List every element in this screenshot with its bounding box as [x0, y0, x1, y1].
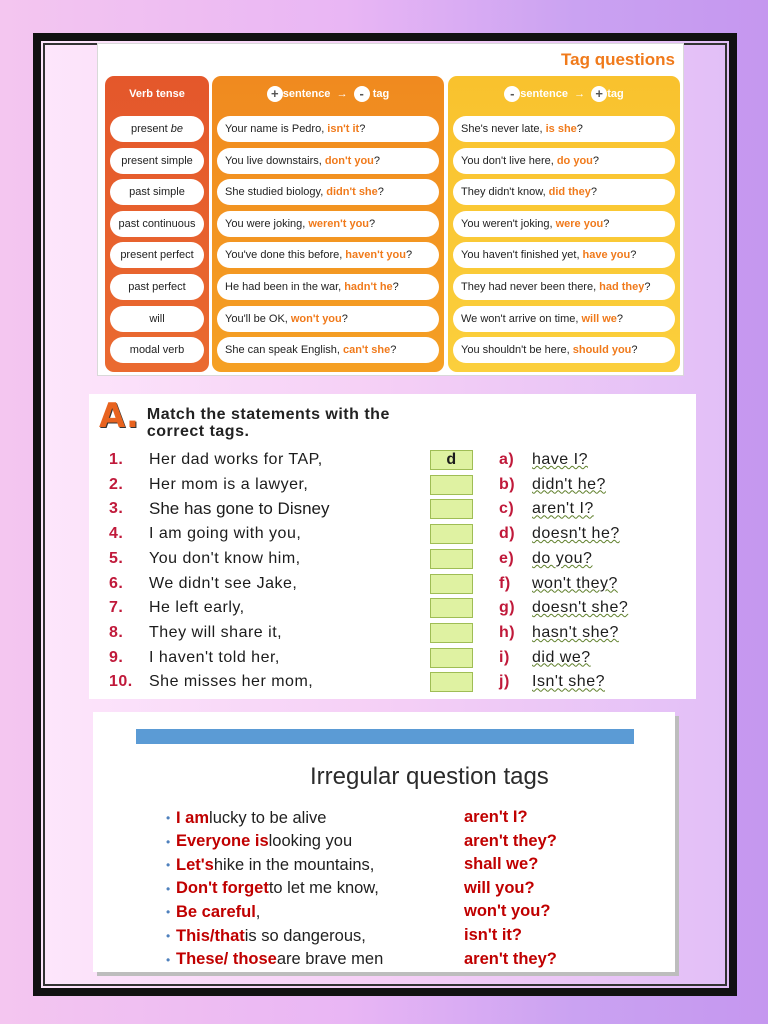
minus-icon: -	[504, 86, 520, 102]
irregular-example-row	[166, 901, 260, 923]
instruction-line: correct tags.	[146, 423, 250, 440]
example-rest: are brave men	[276, 950, 384, 969]
tense-cell	[110, 116, 204, 142]
item-number: 1.	[109, 451, 124, 468]
statement-text: He left early,	[149, 599, 245, 617]
irregular-tag: isn't it?	[464, 926, 522, 944]
tense-cell	[110, 274, 204, 300]
header-label: tag	[372, 88, 390, 100]
negative-example-cell	[453, 148, 675, 174]
bullet-icon: •	[166, 952, 171, 967]
answer-box[interactable]	[430, 475, 473, 495]
question-mark: ?	[631, 344, 638, 357]
exercise-row	[109, 547, 592, 571]
irregular-tag: won't you?	[464, 902, 551, 921]
item-number: 5.	[109, 549, 124, 567]
exercise-a-panel	[89, 394, 696, 699]
answer-box[interactable]: d	[430, 450, 473, 470]
negative-example-cell	[453, 306, 675, 332]
answer-box[interactable]	[430, 549, 473, 569]
option-tag	[532, 500, 594, 518]
sentence-text: She can speak English,	[225, 344, 340, 357]
header-label: sentence	[282, 88, 331, 100]
option-tag-text: doesn't she?	[532, 599, 629, 617]
plus-icon: +	[591, 86, 607, 102]
answer-box[interactable]	[430, 574, 473, 594]
sentence-text: He had been in the war,	[225, 280, 342, 293]
tag-text: won't you	[290, 312, 342, 325]
tag-text: did they	[548, 186, 591, 199]
negative-example-cell	[453, 274, 675, 300]
irregular-title: Irregular question tags	[310, 763, 549, 790]
irregular-example-row	[166, 878, 379, 900]
tag-text: isn't it	[327, 123, 360, 135]
exercise-row	[109, 670, 605, 694]
tag-questions-title: Tag questions	[561, 50, 675, 69]
tense-cell	[110, 337, 204, 363]
sentence-text: Your name is Pedro,	[225, 123, 325, 135]
option-letter: b)	[499, 475, 516, 493]
option-tag	[532, 649, 591, 667]
option-tag-text: aren't I?	[532, 500, 594, 518]
option-tag	[532, 525, 620, 543]
statement-text: She has gone to Disney	[149, 499, 330, 519]
statement-text: I am going with you,	[149, 525, 302, 543]
tense-label: past continuous	[118, 217, 196, 230]
exercise-row	[109, 522, 620, 546]
statement-text: We didn't see Jake,	[149, 574, 298, 592]
option-tag	[532, 550, 592, 568]
positive-example-cell	[217, 274, 439, 300]
item-number: 4.	[109, 525, 124, 543]
question-mark: ?	[405, 249, 413, 262]
irregular-tag: aren't they?	[464, 949, 557, 968]
header-label: sentence	[520, 88, 568, 100]
question-mark: ?	[576, 123, 583, 135]
irregular-example-row	[166, 854, 374, 876]
positive-example-cell	[217, 116, 439, 142]
positive-column-header	[212, 85, 444, 103]
option-letter: a)	[499, 451, 515, 468]
irregular-example-row	[166, 807, 326, 829]
option-tag	[532, 673, 605, 691]
irregular-tag: aren't they?	[464, 831, 557, 850]
negative-example-cell	[453, 179, 675, 205]
verb-tense-column	[105, 76, 209, 372]
item-number: 7.	[109, 599, 124, 617]
question-mark: ?	[603, 217, 610, 230]
negative-example-cell	[453, 211, 675, 237]
irregular-tag: aren't I?	[464, 808, 528, 826]
option-letter: f)	[499, 574, 511, 592]
option-letter: h)	[499, 623, 516, 641]
negative-sentence-column	[448, 76, 680, 372]
exercise-row	[109, 497, 594, 521]
highlighted-subject: This/that	[176, 926, 245, 945]
minus-icon: -	[354, 86, 370, 102]
statement-text: Her mom is a lawyer,	[149, 475, 309, 493]
exercise-row	[109, 621, 619, 645]
irregular-example-row	[166, 831, 352, 853]
irregular-tag: shall we?	[464, 855, 539, 874]
question-mark: ?	[341, 312, 348, 325]
option-tag-text: do you?	[532, 549, 593, 567]
sentence-text: You live downstairs,	[225, 154, 322, 167]
highlighted-subject: Everyone is	[176, 832, 269, 851]
bullet-icon: •	[166, 811, 171, 825]
highlighted-subject: Don't forget	[176, 879, 269, 898]
question-mark: ?	[377, 186, 384, 199]
option-tag-text: Isn't she?	[532, 673, 605, 691]
tense-cell	[110, 242, 204, 268]
sentence-text: She's never late,	[461, 123, 543, 135]
tag-text: can't she	[342, 344, 391, 357]
tag-questions-panel	[97, 43, 684, 376]
sentence-text: They had never been there,	[461, 280, 597, 293]
statement-text: They will share it,	[149, 623, 283, 641]
option-letter: d)	[499, 525, 516, 543]
negative-example-cell	[453, 116, 675, 142]
irregular-tags-panel	[93, 712, 675, 972]
exercise-header	[99, 396, 390, 440]
example-rest: ,	[255, 902, 261, 921]
exercise-row	[109, 572, 618, 596]
tense-label: present	[131, 123, 168, 135]
statement-text: Her dad works for TAP,	[149, 451, 323, 468]
option-tag	[532, 451, 588, 469]
answer-box[interactable]	[430, 499, 473, 519]
answer-box[interactable]	[430, 623, 473, 643]
question-mark: ?	[392, 280, 399, 293]
answer-box[interactable]	[430, 672, 473, 692]
question-mark: ?	[644, 280, 651, 293]
sentence-text: You've done this before,	[225, 249, 343, 262]
instruction-line: Match the statements with the	[146, 406, 390, 423]
question-mark: ?	[616, 312, 624, 325]
tense-label: past simple	[129, 186, 185, 199]
positive-example-cell	[217, 211, 439, 237]
option-tag-text: doesn't he?	[532, 525, 620, 543]
answer-box[interactable]	[430, 598, 473, 618]
question-mark: ?	[390, 344, 397, 357]
positive-example-cell	[217, 179, 439, 205]
item-number: 8.	[109, 623, 124, 641]
exercise-row	[109, 448, 588, 472]
statement-text: She misses her mom,	[149, 673, 314, 691]
tense-label: present perfect	[120, 249, 194, 262]
question-mark: ?	[630, 249, 637, 262]
exercise-row	[109, 473, 606, 497]
option-tag	[532, 624, 619, 642]
example-rest: hike in the mountains,	[213, 855, 375, 874]
tag-text: haven't you	[345, 249, 406, 262]
exercise-row	[109, 596, 628, 620]
tag-text: don't you	[324, 154, 374, 167]
arrow-icon: →	[574, 88, 586, 100]
sentence-text: You were joking,	[225, 217, 306, 230]
option-tag-text: won't they?	[532, 574, 618, 592]
statement-text: You don't know him,	[149, 549, 301, 567]
bullet-icon: •	[166, 834, 171, 849]
sentence-text: You'll be OK,	[225, 312, 288, 325]
tag-text: is she	[545, 123, 577, 135]
option-letter: g)	[499, 599, 516, 617]
option-tag	[532, 599, 628, 617]
irregular-tag: will you?	[464, 878, 535, 897]
option-letter: j)	[499, 673, 510, 691]
answer-box[interactable]	[430, 524, 473, 544]
item-number: 2.	[109, 475, 124, 493]
bullet-icon: •	[166, 881, 171, 896]
tense-label: will	[149, 312, 165, 325]
item-number: 9.	[109, 648, 124, 666]
example-rest: to let me know,	[268, 879, 379, 898]
option-tag-text: did we?	[532, 648, 591, 666]
tense-cell	[110, 148, 204, 174]
tense-cell	[110, 211, 204, 237]
item-number: 6.	[109, 574, 124, 592]
tag-text: should you	[572, 344, 632, 357]
statement-text: I haven't told her,	[149, 648, 280, 666]
highlighted-subject: These/ those	[176, 950, 277, 969]
tag-text: weren't you	[308, 217, 370, 230]
tense-cell	[110, 306, 204, 332]
question-mark: ?	[373, 154, 381, 167]
bullet-icon: •	[166, 858, 171, 873]
example-rest: looking you	[268, 832, 353, 851]
sentence-text: You shouldn't be here,	[461, 344, 570, 357]
example-rest: lucky to be alive	[209, 808, 327, 827]
positive-example-cell	[217, 306, 439, 332]
negative-column-header	[448, 85, 680, 103]
example-rest: is so dangerous,	[244, 926, 366, 945]
sentence-text: You haven't finished yet,	[461, 249, 580, 262]
verb-tense-header: Verb tense	[129, 88, 185, 100]
tag-text: do you	[556, 154, 593, 167]
sentence-text: They didn't know,	[461, 186, 546, 199]
bullet-icon: •	[166, 929, 171, 943]
tense-cell	[110, 179, 204, 205]
header-bar	[136, 729, 634, 744]
tense-label: modal verb	[129, 344, 185, 357]
irregular-example-row	[166, 949, 383, 971]
question-mark: ?	[592, 154, 600, 167]
tense-label: past perfect	[128, 280, 186, 293]
negative-example-cell	[453, 337, 675, 363]
header-label: tag	[607, 88, 624, 100]
tag-text: will we	[581, 312, 617, 325]
tag-text: had they	[599, 280, 645, 293]
item-number: 3.	[109, 500, 124, 518]
tense-italic: be	[170, 123, 183, 135]
sentence-text: You weren't joking,	[461, 217, 553, 230]
tag-text: were you	[555, 217, 604, 230]
positive-sentence-column	[212, 76, 444, 372]
tag-text: have you	[582, 249, 631, 262]
option-letter: e)	[499, 549, 515, 567]
positive-example-cell	[217, 242, 439, 268]
option-letter: i)	[499, 648, 510, 666]
exercise-letter: A.	[99, 396, 139, 436]
item-number: 10.	[109, 673, 133, 691]
exercise-instruction	[147, 406, 390, 440]
positive-example-cell	[217, 148, 439, 174]
irregular-example-row	[166, 925, 366, 947]
question-mark: ?	[369, 217, 376, 230]
bullet-icon: •	[166, 905, 171, 920]
question-mark: ?	[359, 123, 366, 135]
sentence-text: You don't live here,	[461, 154, 554, 167]
tag-text: didn't she	[326, 186, 378, 199]
highlighted-subject: I am	[176, 808, 210, 827]
option-tag	[532, 575, 618, 593]
tense-label: present simple	[121, 154, 193, 167]
negative-example-cell	[453, 242, 675, 268]
option-letter: c)	[499, 500, 515, 518]
option-tag-text: hasn't she?	[532, 623, 619, 641]
positive-example-cell	[217, 337, 439, 363]
option-tag-text: have I?	[532, 451, 588, 468]
exercise-row	[109, 646, 591, 670]
option-tag	[532, 476, 606, 494]
tag-text: hadn't he	[344, 280, 393, 293]
highlighted-subject: Let's	[176, 855, 214, 874]
question-mark: ?	[590, 186, 597, 199]
highlighted-subject: Be careful	[176, 902, 256, 921]
arrow-icon: →	[336, 88, 348, 100]
sentence-text: She studied biology,	[225, 186, 324, 199]
answer-box[interactable]	[430, 648, 473, 668]
sentence-text: We won't arrive on time,	[461, 312, 579, 325]
plus-icon: +	[267, 86, 283, 102]
option-tag-text: didn't he?	[532, 475, 606, 493]
